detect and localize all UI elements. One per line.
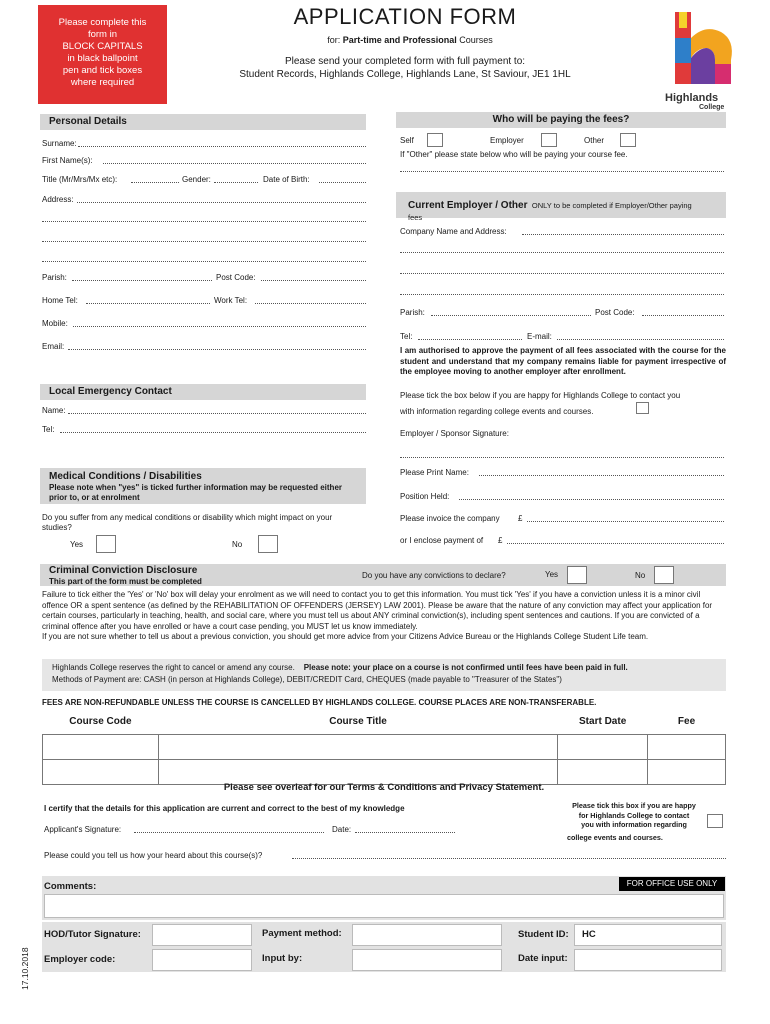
enclose-field[interactable] (507, 536, 724, 544)
employer-code-label: Employer code: (44, 954, 116, 965)
payer-other-note: If "Other" please state below who will be paying your course fee. (400, 150, 628, 159)
mobile-label: Mobile: (42, 319, 68, 328)
work-tel-field[interactable] (255, 296, 366, 304)
col-course-code: Course Code (69, 716, 132, 728)
course-title-cell[interactable] (158, 734, 557, 759)
notice-line: where required (70, 77, 135, 88)
criminal-yes-checkbox[interactable] (567, 566, 587, 584)
hod-signature-field[interactable] (152, 924, 252, 946)
medical-yes-checkbox[interactable] (96, 535, 116, 553)
personal-details-heading: Personal Details (40, 114, 366, 130)
comments-field[interactable] (44, 894, 724, 918)
col-fee: Fee (677, 716, 696, 728)
criminal-heading-sub: This part of the form must be completed (49, 577, 202, 586)
employer-contact-checkbox[interactable] (636, 402, 649, 414)
notice-line: Please complete this (58, 17, 147, 28)
payment-note: Please note: your place on a course is not confirmed until fees have been paid in full. (303, 663, 628, 672)
criminal-no-label: No (635, 571, 646, 580)
employer-code-field[interactable] (152, 949, 252, 971)
start-date-cell[interactable] (558, 734, 648, 759)
company-label: Company Name and Address: (400, 227, 507, 236)
table-row (43, 734, 726, 759)
fees-notice: FEES ARE NON-REFUNDABLE UNLESS THE COURSE IS CANCELLED BY HIGHLANDS COLLEGE. COURSE PLACES ARE NON-TRANSFERABLE. (42, 698, 597, 707)
sponsor-signature-field[interactable] (400, 450, 724, 458)
criminal-no-checkbox[interactable] (654, 566, 674, 584)
email-label: Email: (42, 342, 65, 351)
contact-note-line: for Highlands College to contact (578, 810, 690, 820)
office-use-tag: FOR OFFICE USE ONLY (619, 877, 725, 891)
employer-heading (396, 192, 726, 222)
payment-info-box (42, 659, 726, 691)
payment-info-line-1 (52, 662, 716, 674)
parish-field[interactable] (72, 273, 212, 281)
enclose-currency: £ (498, 536, 503, 545)
print-name-label: Please Print Name: (400, 468, 469, 477)
address-field-4[interactable] (42, 254, 366, 262)
payer-self-checkbox[interactable] (427, 133, 443, 147)
hod-signature-label: HOD/Tutor Signature: (44, 929, 141, 940)
payer-self-label: Self (400, 136, 414, 145)
employer-email-label: E-mail: (527, 332, 552, 341)
surname-field[interactable] (78, 139, 366, 147)
post-code-field[interactable] (261, 273, 366, 281)
surname-label: Surname: (42, 139, 77, 148)
dob-field[interactable] (319, 175, 366, 183)
payer-employer-label: Employer (490, 136, 524, 145)
position-field[interactable] (459, 492, 724, 500)
employer-tel-label: Tel: (400, 332, 413, 341)
employer-heading-note: ONLY to be completed if Employer/Other paying (531, 201, 692, 210)
invoice-label: Please invoice the company (400, 514, 500, 523)
form-version-date: 17.10.2018 (20, 947, 30, 990)
start-date-cell[interactable] (558, 759, 648, 784)
certify-statement: I certify that the details for this application are current and correct to the best of my knowledge (44, 804, 405, 813)
first-names-label: First Name(s): (42, 156, 93, 165)
certify-date-label: Date: (332, 825, 352, 834)
fee-cell[interactable] (648, 759, 726, 784)
contact-note-line: college events and courses. (567, 832, 663, 842)
employer-post-code-field[interactable] (642, 308, 724, 316)
contact-note-line: Please tick this box if you are happy (572, 801, 696, 810)
medical-heading-title: Medical Conditions / Disabilities (49, 471, 202, 482)
payer-other-label: Other (584, 136, 605, 145)
date-input-field[interactable] (574, 949, 722, 971)
address-field-2[interactable] (42, 214, 366, 222)
gender-field[interactable] (214, 175, 258, 183)
gender-label: Gender: (182, 175, 211, 184)
criminal-advice-text: If you are not sure whether to tell us about a previous conviction, you should get more advice from your Citizens Advice Bureau or the Highlands College Student Life team. (42, 632, 649, 641)
medical-no-checkbox[interactable] (258, 535, 278, 553)
notice-line: form in (87, 29, 118, 40)
criminal-heading-title: Criminal Conviction Disclosure (49, 565, 198, 576)
invoice-currency: £ (518, 514, 523, 523)
invoice-field[interactable] (527, 514, 724, 522)
payer-heading: Who will be paying the fees? (396, 112, 726, 128)
employer-heading-title: Current Employer / Other (408, 200, 528, 211)
instructions-notice (38, 5, 167, 104)
student-id-label: Student ID: (518, 929, 569, 940)
emergency-heading: Local Emergency Contact (40, 384, 366, 400)
post-code-label: Post Code: (216, 273, 256, 282)
send-address (200, 55, 610, 81)
emergency-tel-label: Tel: (42, 425, 55, 434)
course-table (42, 710, 726, 784)
certify-date-field[interactable] (355, 825, 455, 833)
employer-parish-label: Parish: (400, 308, 425, 317)
student-id-field[interactable] (574, 924, 722, 946)
emergency-name-field[interactable] (68, 406, 366, 414)
home-tel-field[interactable] (86, 296, 210, 304)
employer-authorise-statement: I am authorised to approve the payment of all fees associated with the course for the student and understand that my company remains liable for payment irrespective of the employee moving to another employer after enrollment. (400, 346, 726, 376)
emergency-name-label: Name: (42, 406, 66, 415)
work-tel-label: Work Tel: (214, 296, 248, 305)
employer-parish-field[interactable] (431, 308, 591, 316)
logo-sub: College (699, 104, 725, 111)
applicant-signature-label: Applicant's Signature: (44, 825, 122, 834)
notice-line: BLOCK CAPITALS (62, 41, 143, 52)
course-code-cell[interactable] (43, 734, 159, 759)
employer-tick-line-2: with information regarding college events and courses. (400, 407, 594, 416)
course-title-cell[interactable] (158, 759, 557, 784)
mobile-field[interactable] (73, 319, 366, 327)
sponsor-signature-label: Employer / Sponsor Signature: (400, 429, 509, 438)
home-tel-label: Home Tel: (42, 296, 78, 305)
payment-methods: Methods of Payment are: CASH (in person at Highlands College), DEBIT/CREDIT Card, CHEQUES (made payable to "Treasurer of the States") (52, 675, 562, 684)
logo-h-mark-icon (665, 8, 745, 88)
contact-consent-checkbox[interactable] (707, 814, 723, 828)
address-field-3[interactable] (42, 234, 366, 242)
criminal-disclosure-text: Failure to tick either the 'Yes' or 'No' box will delay your enrolment as we will need to contact you to get this information. You must tick 'Yes' if you have a conviction unless it is a minor civil offence OR a spent sentence (as defined by the REHABILITATION OF OFFENDERS (JERSEY) LAW 2001). Please be aware that the nature of any conviction may affect your application for certain courses, particularly in teaching, health, and social care, where you must tell us about ANY criminal conviction(s), including spent sentences and cautions. If you are convicted of a criminal offence after you have enrolled or have a court case pending, you MUST let us know immediately. (42, 590, 713, 631)
payer-employer-checkbox[interactable] (541, 133, 557, 147)
employer-heading-note-2: fees (408, 213, 423, 222)
comments-label: Comments: (44, 881, 97, 892)
medical-yes-label: Yes (70, 540, 84, 549)
date-input-label: Date input: (518, 953, 568, 964)
company-field-1[interactable] (522, 227, 724, 235)
company-field-4[interactable] (400, 287, 724, 295)
emergency-tel-field[interactable] (60, 425, 366, 433)
overleaf-notice: Please see overleaf for our Terms & Conditions and Privacy Statement. (223, 782, 545, 793)
employer-post-code-label: Post Code: (595, 308, 635, 317)
reserve-text: Highlands College reserves the right to cancel or amend any course. (52, 663, 295, 672)
dob-label: Date of Birth: (263, 175, 310, 184)
parish-label: Parish: (42, 273, 67, 282)
fee-cell[interactable] (648, 734, 726, 759)
table-row (43, 759, 726, 784)
criminal-question: Do you have any convictions to declare? (362, 571, 506, 580)
first-names-field[interactable] (103, 156, 366, 164)
col-course-title: Course Title (329, 716, 387, 728)
position-label: Position Held: (400, 492, 450, 501)
col-start-date: Start Date (579, 716, 627, 728)
title-field[interactable] (131, 175, 179, 183)
highlands-college-logo (665, 8, 745, 111)
medical-no-label: No (232, 540, 243, 549)
medical-heading (40, 468, 366, 504)
input-by-label: Input by: (262, 953, 303, 964)
contact-consent-note (563, 801, 705, 842)
title-label: Title (Mr/Mrs/Mx etc): (42, 175, 118, 184)
applicant-signature-field[interactable] (134, 825, 324, 833)
heard-about-label: Please could you tell us how your heard about this course(s)? (44, 851, 263, 860)
address-label: Address: (42, 195, 74, 204)
notice-line: in black ballpoint (67, 53, 138, 64)
input-by-field[interactable] (352, 949, 502, 971)
medical-question: Do you suffer from any medical conditions or disability which might impact on your studies? (42, 513, 333, 532)
enclose-label: or I enclose payment of (400, 536, 484, 545)
employer-tel-field[interactable] (418, 332, 522, 340)
course-code-cell[interactable] (43, 759, 159, 784)
email-field[interactable] (68, 342, 366, 350)
payer-other-checkbox[interactable] (620, 133, 636, 147)
notice-line: pen and tick boxes (62, 65, 143, 76)
send-line-2: Student Records, Highlands College, Highlands Lane, St Saviour, JE1 1HL (239, 69, 571, 80)
employer-tick-line-1: Please tick the box below if you are happy for Highlands College to contact you (400, 391, 681, 400)
employer-email-field[interactable] (557, 332, 724, 340)
medical-note: Please note when "yes" is ticked further information may be requested either prior to, or at enrolment (49, 483, 343, 502)
payer-other-field[interactable] (400, 164, 724, 172)
page-title: APPLICATION FORM (293, 4, 517, 29)
company-field-2[interactable] (400, 245, 724, 253)
print-name-field[interactable] (479, 468, 724, 476)
heard-about-field[interactable] (292, 851, 726, 859)
contact-note-line: you with information regarding (581, 820, 687, 829)
company-field-3[interactable] (400, 266, 724, 274)
payment-method-field[interactable] (352, 924, 502, 946)
criminal-yes-label: Yes (545, 570, 559, 579)
payment-method-label: Payment method: (262, 928, 342, 939)
send-line-1: Please send your completed form with full payment to: (284, 56, 526, 67)
logo-name: Highlands (665, 92, 719, 104)
student-id-prefix: HC (582, 929, 596, 940)
form-subtitle: for: Part-time and Professional Courses (327, 35, 493, 45)
address-field-1[interactable] (77, 195, 366, 203)
